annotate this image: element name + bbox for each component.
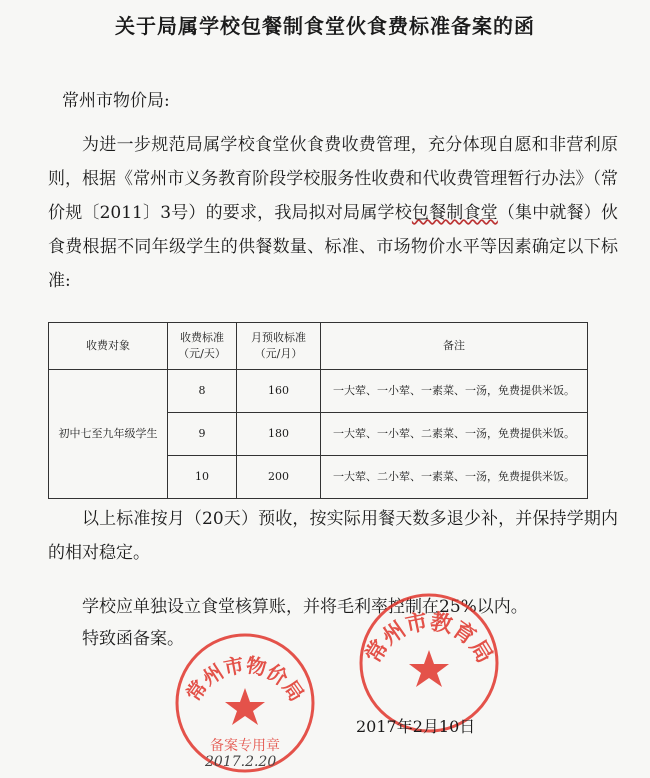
table-row [49,370,588,413]
daily-cell: 8 [168,370,237,413]
monthly-cell: 180 [237,413,321,456]
document-title: 关于局属学校包餐制食堂伙食费标准备案的函 [115,14,535,38]
fee-table [48,322,588,499]
header-daily: 收费标准 （元/天） [168,323,237,370]
paragraph-4: 特致函备案。 [82,629,184,649]
document-date: 2017年2月10日 [356,717,476,736]
header-monthly: 月预收标准 （元/月） [237,323,321,370]
monthly-cell: 160 [237,370,321,413]
paragraph-1 [48,128,618,298]
header-target: 收费对象 [49,323,168,370]
stamp-left-bottom-text: 备案专用章 [210,738,280,754]
table-header-row [49,323,588,370]
handwritten-signature: 2017.2.20 [205,754,277,770]
monthly-cell: 200 [237,456,321,499]
remark-cell: 一大荤、二小荤、一素菜、一汤，免费提供米饭。 [321,456,588,499]
target-cell: 初中七至九年级学生 [49,370,168,499]
paragraph-1-underlined: 包餐制食堂 [411,203,498,223]
stamp-left-top-text: 常州市物价局 [181,652,309,706]
remark-cell: 一大荤、一小荤、二素菜、一汤，免费提供米饭。 [321,413,588,456]
addressee: 常州市物价局: [62,91,170,111]
paragraph-1-text-a: 为进一步规范局属学校食堂伙食费收费管理，充分体现自愿和非营利原则，根据《常州市义务教育阶段学校服务性收费和代收费管理暂行办法》（常价规〔2011〕3号）的要求，我局拟对局属学校 [48,135,618,223]
daily-cell: 9 [168,413,237,456]
paragraph-3: 学校应单独设立食堂核算账，并将毛利率控制在25%以内。 [82,597,528,617]
header-remark: 备注 [321,323,588,370]
remark-cell: 一大荤、一小荤、一素菜、一汤，免费提供米饭。 [321,370,588,413]
paragraph-2: 以上标准按月（20天）预收，按实际用餐天数多退少补，并保持学期内的相对稳定。 [48,509,618,563]
paragraph-1-text-b: （集中就餐）伙食费根据不同年级学生的供餐数量、标准、市场物价水平等因素确定以下标准: [48,203,618,291]
stamp-right-top-text: 常州市教育局 [361,609,497,668]
daily-cell: 10 [168,456,237,499]
